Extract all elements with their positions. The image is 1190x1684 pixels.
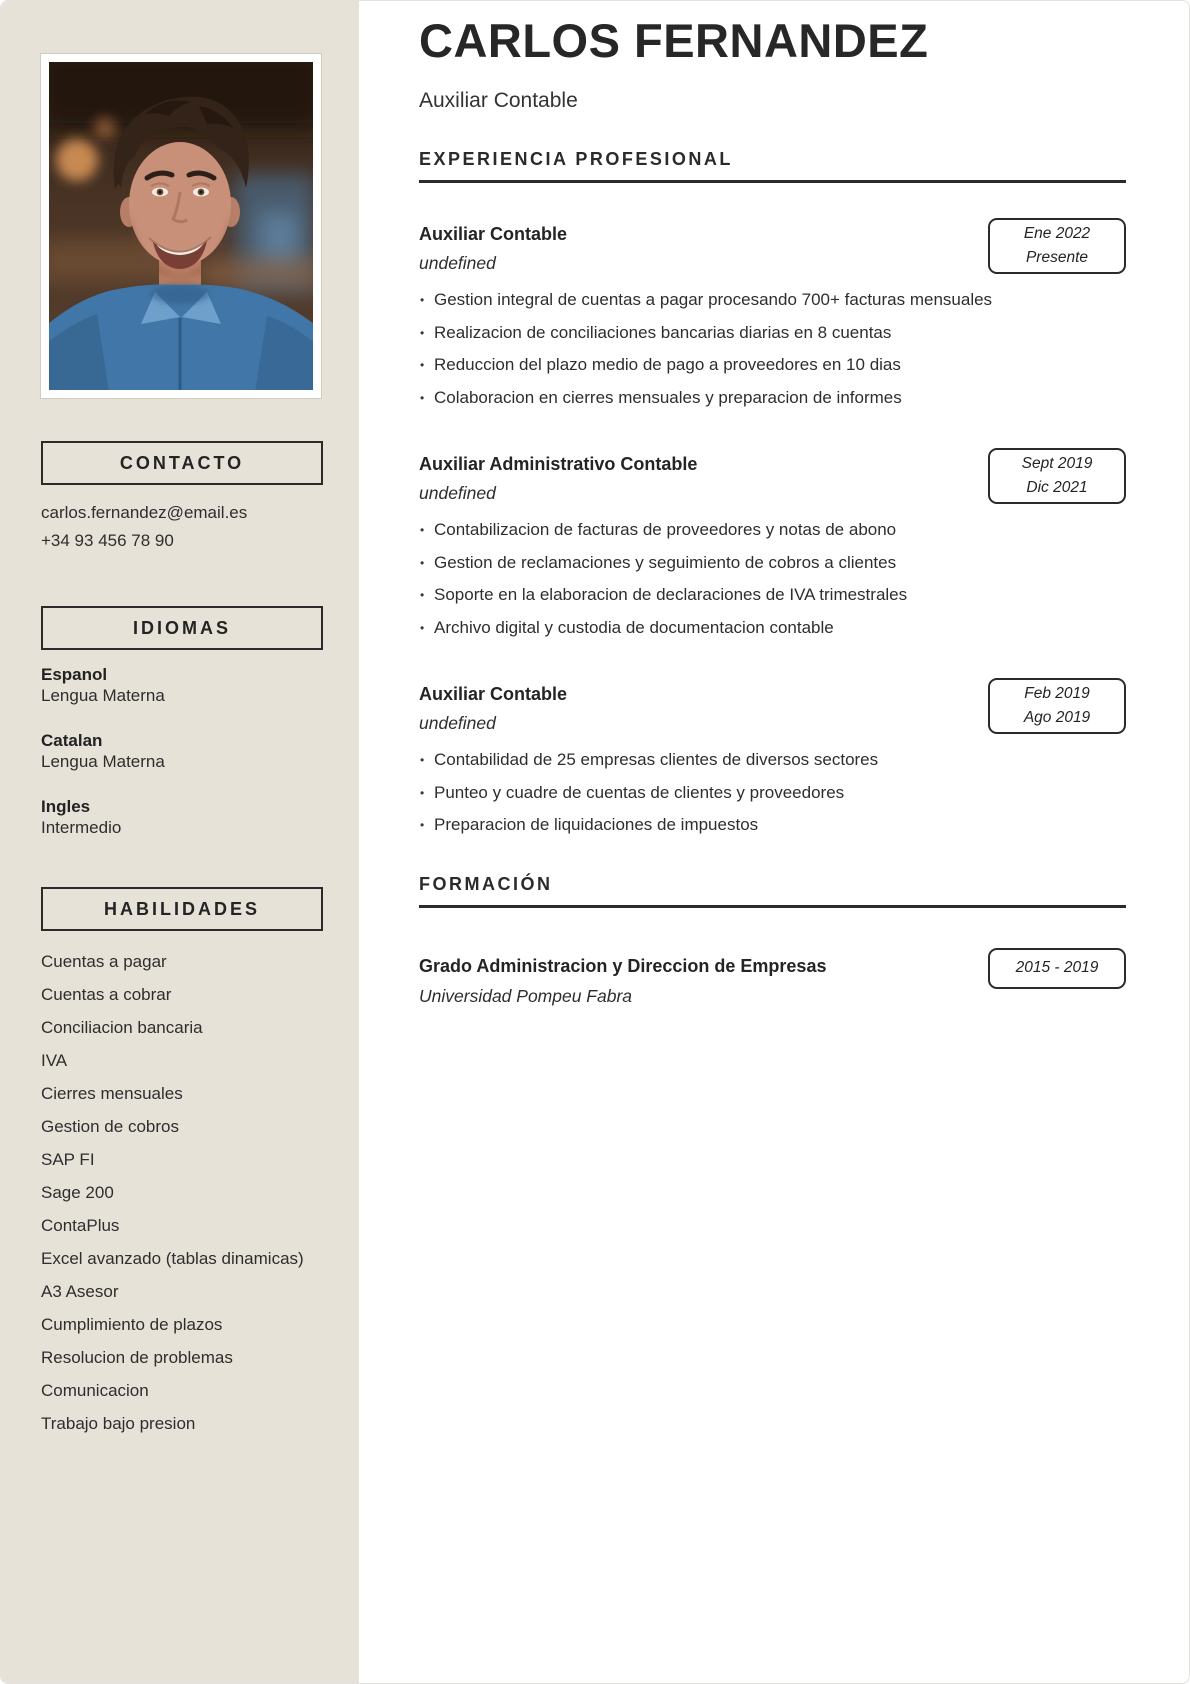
job-date-end: Dic 2021 — [1026, 479, 1088, 496]
job-bullet: • Gestion de reclamaciones y seguimiento de cobros a clientes — [419, 551, 1126, 576]
skill-item: IVA — [41, 1051, 68, 1070]
experience-heading: EXPERIENCIA PROFESIONAL — [419, 149, 1126, 183]
skills-heading: HABILIDADES — [41, 887, 323, 931]
main-column — [359, 1, 1189, 1047]
language-level: Lengua Materna — [41, 752, 165, 771]
skill-item: Cierres mensuales — [41, 1084, 183, 1103]
language-name: Ingles — [41, 797, 91, 816]
language-item — [41, 730, 323, 772]
skill-item: Resolucion de problemas — [41, 1348, 233, 1367]
experience-entry — [419, 678, 1126, 838]
education-entry — [419, 948, 1126, 1007]
education-school: Universidad Pompeu Fabra — [419, 985, 633, 1006]
contact-heading: CONTACTO — [41, 441, 323, 485]
job-date-badge — [988, 678, 1126, 734]
skill-item: Cuentas a cobrar — [41, 985, 172, 1004]
languages-heading: IDIOMAS — [41, 606, 323, 650]
job-bullet: • Punteo y cuadre de cuentas de clientes y proveedores — [419, 781, 1126, 806]
skill-item: Conciliacion bancaria — [41, 1018, 203, 1037]
education-date-badge — [988, 948, 1126, 989]
contact-phone: +34 93 456 78 90 — [41, 531, 174, 550]
contact-section — [41, 441, 323, 555]
job-title: Auxiliar Contable — [419, 684, 568, 704]
language-name: Catalan — [41, 731, 103, 750]
job-date-badge — [988, 218, 1126, 274]
job-bullet: • Realizacion de conciliaciones bancarias diarias en 8 cuentas — [419, 321, 1126, 346]
profile-photo — [41, 54, 321, 398]
skill-item: Gestion de cobros — [41, 1117, 179, 1136]
language-level: Intermedio — [41, 818, 122, 837]
person-name: CARLOS FERNANDEZ — [419, 14, 929, 67]
language-level: Lengua Materna — [41, 686, 165, 705]
job-company: undefined — [419, 483, 496, 503]
profile-photo-illustration — [49, 62, 313, 390]
job-company: undefined — [419, 253, 496, 273]
job-company: undefined — [419, 713, 496, 733]
job-date-end: Ago 2019 — [1023, 709, 1091, 726]
job-date-start: Sept 2019 — [1021, 455, 1093, 472]
language-item — [41, 796, 323, 838]
job-date-start: Ene 2022 — [1023, 225, 1091, 242]
sidebar — [1, 1, 359, 1683]
skill-item: Cumplimiento de plazos — [41, 1315, 223, 1334]
job-bullet: • Soporte en la elaboracion de declaraciones de IVA trimestrales — [419, 583, 1126, 608]
experience-entry — [419, 448, 1126, 640]
skill-item: Excel avanzado (tablas dinamicas) — [41, 1249, 304, 1268]
job-date-end: Presente — [1025, 249, 1089, 266]
job-bullet: • Preparacion de liquidaciones de impuestos — [419, 813, 1126, 838]
job-title: Auxiliar Administrativo Contable — [419, 454, 698, 474]
skill-item: Comunicacion — [41, 1381, 149, 1400]
languages-section — [41, 606, 323, 838]
skill-item: Cuentas a pagar — [41, 952, 167, 971]
job-bullet: • Contabilizacion de facturas de proveedores y notas de abono — [419, 518, 1126, 543]
language-item — [41, 664, 323, 706]
skill-item: Sage 200 — [41, 1183, 114, 1202]
skill-item: A3 Asesor — [41, 1282, 119, 1301]
job-bullet: • Contabilidad de 25 empresas clientes de diversos sectores — [419, 748, 1126, 773]
job-bullet: • Gestion integral de cuentas a pagar procesando 700+ facturas mensuales — [419, 288, 1126, 313]
skill-item: ContaPlus — [41, 1216, 120, 1235]
contact-email: carlos.fernandez@email.es — [41, 503, 248, 522]
job-date-badge — [988, 448, 1126, 504]
job-bullet: • Archivo digital y custodia de documentacion contable — [419, 616, 1126, 641]
person-title: Auxiliar Contable — [419, 89, 578, 112]
job-bullet: • Colaboracion en cierres mensuales y preparacion de informes — [419, 386, 1126, 411]
language-name: Espanol — [41, 665, 108, 684]
skills-section — [41, 887, 323, 1435]
education-dates: 2015 - 2019 — [1015, 959, 1099, 976]
job-bullet: • Reduccion del plazo medio de pago a proveedores en 10 dias — [419, 353, 1126, 378]
education-degree: Grado Administracion y Direccion de Empresas — [419, 955, 827, 976]
education-heading: FORMACIÓN — [419, 874, 1126, 908]
job-date-start: Feb 2019 — [1024, 685, 1090, 702]
job-title: Auxiliar Contable — [419, 224, 568, 244]
skill-item: Trabajo bajo presion — [41, 1414, 196, 1433]
skill-item: SAP FI — [41, 1150, 95, 1169]
experience-entry — [419, 218, 1126, 410]
